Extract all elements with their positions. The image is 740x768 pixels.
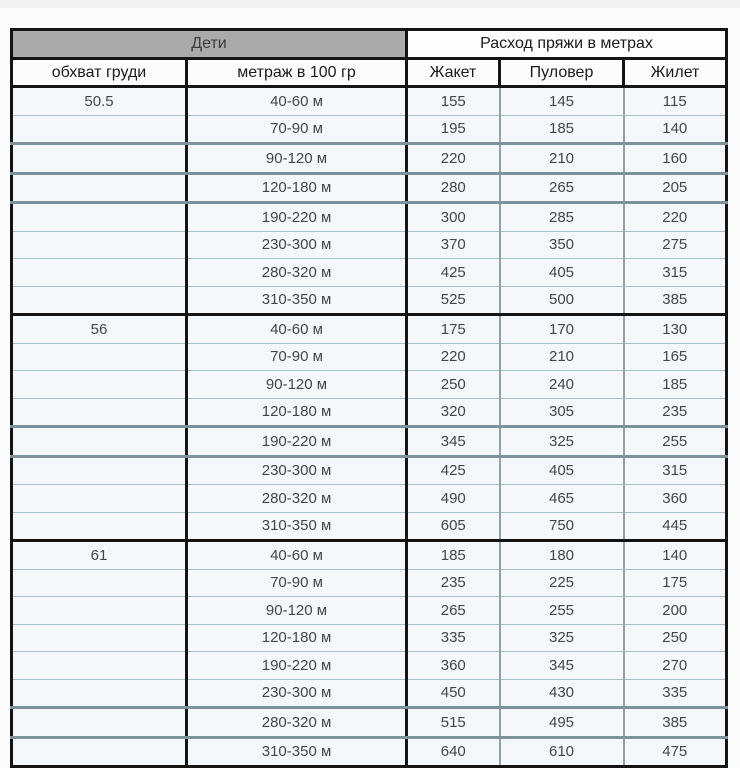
column-header-meterage: метраж в 100 гр xyxy=(187,59,407,87)
table-row xyxy=(12,398,727,427)
pullover-value-cell: 345 xyxy=(500,652,624,680)
chest-cell xyxy=(12,371,187,399)
jacket-value-cell: 220 xyxy=(407,144,500,174)
pullover-value-cell: 210 xyxy=(500,343,624,371)
meterage-cell: 70-90 м xyxy=(187,115,407,144)
vest-value-cell: 130 xyxy=(624,315,727,344)
jacket-value-cell: 175 xyxy=(407,315,500,344)
chest-cell: 56 xyxy=(12,315,187,344)
vest-value-cell: 235 xyxy=(624,398,727,427)
meterage-cell: 280-320 м xyxy=(187,485,407,513)
pullover-value-cell: 325 xyxy=(500,427,624,457)
vest-value-cell: 315 xyxy=(624,259,727,287)
pullover-value-cell: 170 xyxy=(500,315,624,344)
vest-value-cell: 140 xyxy=(624,541,727,570)
meterage-cell: 120-180 м xyxy=(187,624,407,652)
header-consumption-label: Расход пряжи в метрах xyxy=(407,30,727,59)
meterage-cell: 190-220 м xyxy=(187,652,407,680)
meterage-cell: 70-90 м xyxy=(187,569,407,597)
jacket-value-cell: 265 xyxy=(407,597,500,625)
pullover-value-cell: 405 xyxy=(500,456,624,485)
pullover-value-cell: 285 xyxy=(500,203,624,232)
pullover-value-cell: 405 xyxy=(500,259,624,287)
table-row xyxy=(12,286,727,315)
meterage-cell: 310-350 м xyxy=(187,512,407,541)
jacket-value-cell: 185 xyxy=(407,541,500,570)
vest-value-cell: 445 xyxy=(624,512,727,541)
pullover-value-cell: 225 xyxy=(500,569,624,597)
pullover-value-cell: 255 xyxy=(500,597,624,625)
table-row xyxy=(12,231,727,259)
vest-value-cell: 115 xyxy=(624,87,727,116)
meterage-cell: 40-60 м xyxy=(187,541,407,570)
page-top-strip xyxy=(0,0,740,8)
meterage-cell: 190-220 м xyxy=(187,427,407,457)
chest-cell xyxy=(12,737,187,767)
table-row xyxy=(12,343,727,371)
chest-cell xyxy=(12,485,187,513)
yarn-consumption-table xyxy=(10,28,728,768)
chest-cell xyxy=(12,456,187,485)
jacket-value-cell: 320 xyxy=(407,398,500,427)
chest-cell xyxy=(12,427,187,457)
jacket-value-cell: 640 xyxy=(407,737,500,767)
pullover-value-cell: 610 xyxy=(500,737,624,767)
column-header-chest: обхват груди xyxy=(12,59,187,87)
jacket-value-cell: 425 xyxy=(407,456,500,485)
header-children-label: Дети xyxy=(12,30,407,59)
pullover-value-cell: 305 xyxy=(500,398,624,427)
vest-value-cell: 385 xyxy=(624,708,727,738)
vest-value-cell: 220 xyxy=(624,203,727,232)
chest-cell xyxy=(12,259,187,287)
chest-cell xyxy=(12,652,187,680)
jacket-value-cell: 235 xyxy=(407,569,500,597)
vest-value-cell: 270 xyxy=(624,652,727,680)
jacket-value-cell: 250 xyxy=(407,371,500,399)
meterage-cell: 70-90 м xyxy=(187,343,407,371)
jacket-value-cell: 450 xyxy=(407,679,500,708)
vest-value-cell: 200 xyxy=(624,597,727,625)
jacket-value-cell: 360 xyxy=(407,652,500,680)
column-header-vest: Жилет xyxy=(624,59,727,87)
meterage-cell: 230-300 м xyxy=(187,456,407,485)
meterage-cell: 230-300 м xyxy=(187,679,407,708)
vest-value-cell: 475 xyxy=(624,737,727,767)
chest-cell xyxy=(12,512,187,541)
vest-value-cell: 315 xyxy=(624,456,727,485)
jacket-value-cell: 280 xyxy=(407,173,500,203)
vest-value-cell: 360 xyxy=(624,485,727,513)
vest-value-cell: 160 xyxy=(624,144,727,174)
column-header-pullover: Пуловер xyxy=(500,59,624,87)
pullover-value-cell: 145 xyxy=(500,87,624,116)
vest-value-cell: 250 xyxy=(624,624,727,652)
chest-cell xyxy=(12,231,187,259)
pullover-value-cell: 750 xyxy=(500,512,624,541)
chest-cell: 50.5 xyxy=(12,87,187,116)
table-row xyxy=(12,512,727,541)
pullover-value-cell: 350 xyxy=(500,231,624,259)
table-row xyxy=(12,679,727,708)
vest-value-cell: 275 xyxy=(624,231,727,259)
meterage-cell: 190-220 м xyxy=(187,203,407,232)
jacket-value-cell: 490 xyxy=(407,485,500,513)
table-header-top-row xyxy=(12,30,727,59)
pullover-value-cell: 210 xyxy=(500,144,624,174)
meterage-cell: 280-320 м xyxy=(187,708,407,738)
meterage-cell: 90-120 м xyxy=(187,597,407,625)
table-row xyxy=(12,624,727,652)
meterage-cell: 280-320 м xyxy=(187,259,407,287)
table-row xyxy=(12,569,727,597)
vest-value-cell: 185 xyxy=(624,371,727,399)
chest-cell xyxy=(12,679,187,708)
vest-value-cell: 385 xyxy=(624,286,727,315)
pullover-value-cell: 430 xyxy=(500,679,624,708)
table-row xyxy=(12,203,727,232)
jacket-value-cell: 605 xyxy=(407,512,500,541)
jacket-value-cell: 155 xyxy=(407,87,500,116)
jacket-value-cell: 425 xyxy=(407,259,500,287)
chest-cell: 61 xyxy=(12,541,187,570)
jacket-value-cell: 370 xyxy=(407,231,500,259)
chest-cell xyxy=(12,115,187,144)
table-header xyxy=(12,30,727,87)
table-row xyxy=(12,371,727,399)
chest-cell xyxy=(12,203,187,232)
jacket-value-cell: 335 xyxy=(407,624,500,652)
meterage-cell: 40-60 м xyxy=(187,315,407,344)
jacket-value-cell: 195 xyxy=(407,115,500,144)
table-row xyxy=(12,427,727,457)
pullover-value-cell: 185 xyxy=(500,115,624,144)
table-row xyxy=(12,485,727,513)
jacket-value-cell: 220 xyxy=(407,343,500,371)
chest-cell xyxy=(12,144,187,174)
pullover-value-cell: 265 xyxy=(500,173,624,203)
chest-cell xyxy=(12,597,187,625)
table-header-columns-row xyxy=(12,59,727,87)
chest-cell xyxy=(12,343,187,371)
meterage-cell: 90-120 м xyxy=(187,371,407,399)
table-row xyxy=(12,87,727,116)
table-row xyxy=(12,737,727,767)
meterage-cell: 310-350 м xyxy=(187,737,407,767)
table-row xyxy=(12,597,727,625)
chest-cell xyxy=(12,286,187,315)
table-row xyxy=(12,456,727,485)
chest-cell xyxy=(12,569,187,597)
table-row xyxy=(12,144,727,174)
vest-value-cell: 140 xyxy=(624,115,727,144)
meterage-cell: 120-180 м xyxy=(187,398,407,427)
table-row xyxy=(12,315,727,344)
jacket-value-cell: 300 xyxy=(407,203,500,232)
pullover-value-cell: 325 xyxy=(500,624,624,652)
vest-value-cell: 205 xyxy=(624,173,727,203)
chest-cell xyxy=(12,398,187,427)
pullover-value-cell: 465 xyxy=(500,485,624,513)
meterage-cell: 120-180 м xyxy=(187,173,407,203)
table-row xyxy=(12,541,727,570)
pullover-value-cell: 180 xyxy=(500,541,624,570)
vest-value-cell: 255 xyxy=(624,427,727,457)
table-body xyxy=(12,87,727,767)
pullover-value-cell: 500 xyxy=(500,286,624,315)
chest-cell xyxy=(12,624,187,652)
table-row xyxy=(12,173,727,203)
meterage-cell: 310-350 м xyxy=(187,286,407,315)
table-row xyxy=(12,259,727,287)
jacket-value-cell: 525 xyxy=(407,286,500,315)
pullover-value-cell: 240 xyxy=(500,371,624,399)
jacket-value-cell: 515 xyxy=(407,708,500,738)
meterage-cell: 40-60 м xyxy=(187,87,407,116)
table-row xyxy=(12,115,727,144)
vest-value-cell: 165 xyxy=(624,343,727,371)
chest-cell xyxy=(12,173,187,203)
meterage-cell: 230-300 м xyxy=(187,231,407,259)
table-row xyxy=(12,652,727,680)
pullover-value-cell: 495 xyxy=(500,708,624,738)
column-header-jacket: Жакет xyxy=(407,59,500,87)
vest-value-cell: 335 xyxy=(624,679,727,708)
vest-value-cell: 175 xyxy=(624,569,727,597)
jacket-value-cell: 345 xyxy=(407,427,500,457)
meterage-cell: 90-120 м xyxy=(187,144,407,174)
